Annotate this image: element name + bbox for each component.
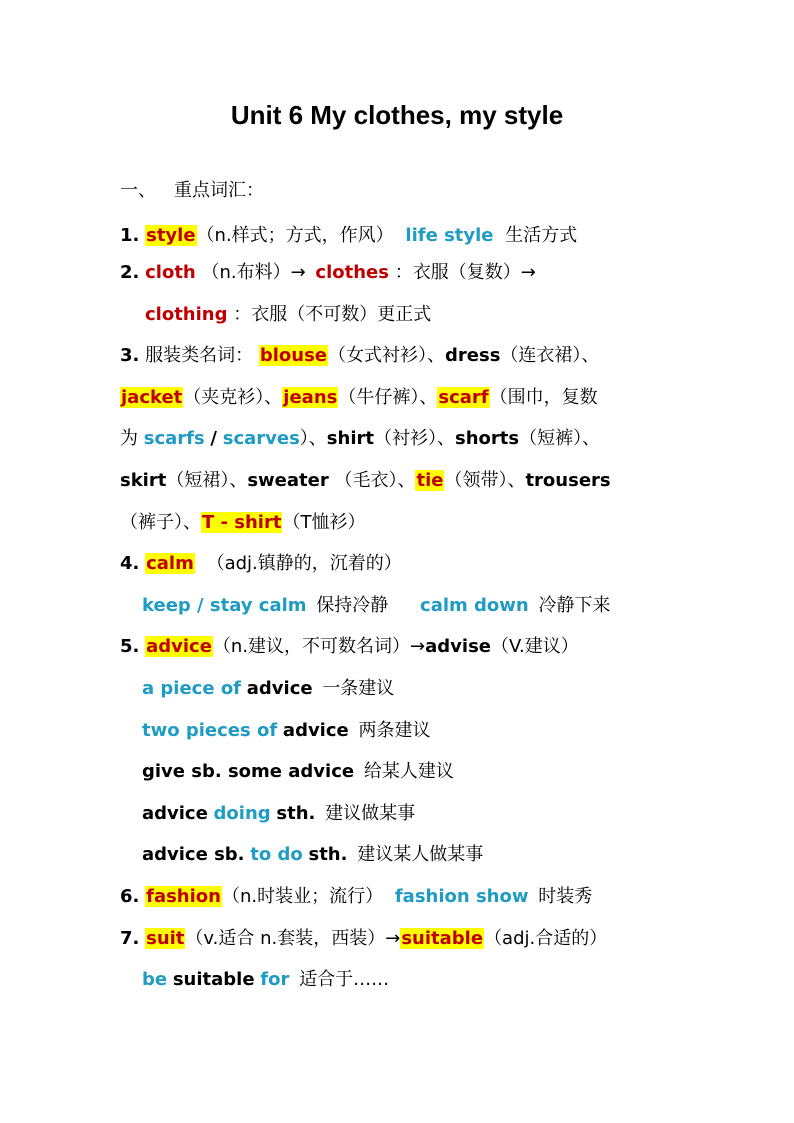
- word-shorts: shorts: [454, 428, 520, 449]
- word-wei: 为: [120, 428, 138, 449]
- keyword-advice: advice: [146, 636, 212, 657]
- word-sweater: sweater: [247, 470, 329, 491]
- keyword-blouse: blouse: [259, 345, 328, 366]
- vocab-item-3-line2: [120, 385, 598, 411]
- advice-phrase-3: [142, 759, 454, 785]
- definition: （adj.镇静的，沉着的）: [206, 553, 402, 574]
- item-number: 1.: [120, 225, 140, 246]
- word-shirt: shirt: [326, 428, 374, 449]
- vocab-item-4: [120, 551, 402, 577]
- section-heading: [120, 178, 264, 204]
- scarf-translation: （围巾，复数: [489, 387, 598, 408]
- suitable-phrase: [142, 967, 389, 993]
- vocab-item-2: [120, 260, 536, 286]
- section-marker: 一、: [120, 180, 156, 201]
- tie-translation: （领带）、: [444, 470, 526, 491]
- vocab-item-5: [120, 634, 579, 660]
- word-skirt: skirt: [120, 470, 167, 491]
- advise-translation: （V.建议）: [491, 636, 579, 657]
- item-number: 4.: [120, 553, 140, 574]
- sweater-translation: （毛衣）、: [334, 470, 416, 491]
- definition: （n.建议，不可数名词）→: [212, 636, 426, 657]
- phrase-translation: 建议某人做某事: [357, 844, 484, 865]
- definition: （v.适合 n.套装，西装）→: [185, 928, 401, 949]
- phrase-part: a piece of: [142, 678, 242, 699]
- phrase-translation: 一条建议: [322, 678, 395, 699]
- word-scarves: scarves: [222, 428, 300, 449]
- advice-phrase-4: [142, 801, 415, 827]
- word-trousers: trousers: [525, 470, 611, 491]
- tshirt-translation: （T恤衫）: [282, 512, 366, 533]
- definition: （n.样式；方式，作风）: [196, 225, 394, 246]
- keyword-fashion: fashion: [146, 886, 221, 907]
- page-title: Unit 6 My clothes, my style: [230, 100, 564, 130]
- vocab-item-3-line3: [120, 426, 600, 452]
- shorts-translation: （短裤）、: [519, 428, 601, 449]
- vocab-item-4-phrases: [142, 593, 610, 619]
- phrase-part: sth.: [276, 803, 316, 824]
- skirt-translation: （短裙）、: [166, 470, 248, 491]
- definition: （n.布料）→: [201, 262, 306, 283]
- item-number: 3.: [120, 345, 140, 366]
- phrase-part: to do: [250, 844, 303, 865]
- phrase-fashion-show: fashion show: [394, 886, 529, 907]
- phrase-translation: 保持冷静: [316, 595, 389, 616]
- item-number: 7.: [120, 928, 140, 949]
- item-number: 5.: [120, 636, 140, 657]
- trousers-translation: （裤子）、: [120, 512, 201, 533]
- keyword-jacket: jacket: [121, 387, 183, 408]
- word-scarfs: scarfs: [143, 428, 205, 449]
- phrase-part: two pieces of: [142, 720, 278, 741]
- keyword-tshirt: T - shirt: [202, 512, 282, 533]
- item-intro: 服装类名词：: [145, 345, 254, 366]
- definition-clothes: ：衣服（复数）→: [394, 262, 536, 283]
- keyword-suit: suit: [146, 928, 185, 949]
- slash: /: [210, 428, 217, 449]
- blouse-translation: （女式衬衫）、: [328, 345, 446, 366]
- phrase-calm-down: calm down: [420, 595, 529, 616]
- keyword-style: style: [146, 225, 196, 246]
- vocab-item-7: [120, 926, 607, 952]
- phrase-part: advice sb.: [142, 844, 245, 865]
- phrase-part: be: [142, 969, 168, 990]
- advice-phrase-5: [142, 842, 483, 868]
- section-label: 重点词汇：: [174, 180, 264, 201]
- keyword-tie: tie: [416, 470, 444, 491]
- phrase-translation: 适合于……: [299, 969, 390, 990]
- jeans-translation: （牛仔裤）、: [338, 387, 438, 408]
- definition-clothing: ：衣服（不可数）更正式: [233, 304, 432, 325]
- vocab-item-1: [120, 223, 577, 249]
- phrase-translation: 时装秀: [538, 886, 593, 907]
- word-dress: dress: [445, 345, 501, 366]
- vocab-item-2-cont: [145, 302, 431, 328]
- phrase-translation: 冷静下来: [538, 595, 611, 616]
- vocab-item-6: [120, 884, 592, 910]
- phrase-part: doing: [213, 803, 271, 824]
- phrase-part: suitable: [172, 969, 255, 990]
- phrase-part: advice: [246, 678, 313, 699]
- keyword-suitable: suitable: [401, 928, 484, 949]
- phrase-translation: 给某人建议: [363, 761, 454, 782]
- vocab-item-3-line5: [120, 510, 365, 536]
- phrase-part: advice: [142, 803, 208, 824]
- phrase-part: sth.: [308, 844, 348, 865]
- keyword-cloth: cloth: [145, 262, 196, 283]
- phrase-part: give sb. some advice: [142, 761, 355, 782]
- close-paren: ）、: [299, 428, 327, 449]
- phrase-keep-stay-calm: keep / stay calm: [142, 595, 307, 616]
- keyword-calm: calm: [146, 553, 194, 574]
- definition-suitable: （adj.合适的）: [484, 928, 608, 949]
- dress-translation: （连衣裙）、: [500, 345, 600, 366]
- keyword-clothing: clothing: [145, 304, 228, 325]
- item-number: 6.: [120, 886, 140, 907]
- shirt-translation: （衬衫）、: [373, 428, 455, 449]
- vocab-item-3: [120, 343, 599, 369]
- advice-phrase-1: [142, 676, 394, 702]
- word-advise: advise: [425, 636, 491, 657]
- phrase-translation: 两条建议: [358, 720, 431, 741]
- definition: （n.时装业；流行）: [221, 886, 384, 907]
- keyword-jeans: jeans: [283, 387, 338, 408]
- jacket-translation: （夹克衫）、: [183, 387, 283, 408]
- phrase-life-style: life style: [405, 225, 494, 246]
- phrase-translation: 建议做某事: [325, 803, 416, 824]
- advice-phrase-2: [142, 718, 430, 744]
- vocab-item-3-line4: [120, 468, 611, 494]
- keyword-clothes: clothes: [315, 262, 389, 283]
- keyword-scarf: scarf: [438, 387, 489, 408]
- phrase-part: for: [260, 969, 290, 990]
- phrase-part: advice: [282, 720, 349, 741]
- phrase-translation: 生活方式: [505, 225, 578, 246]
- item-number: 2.: [120, 262, 140, 283]
